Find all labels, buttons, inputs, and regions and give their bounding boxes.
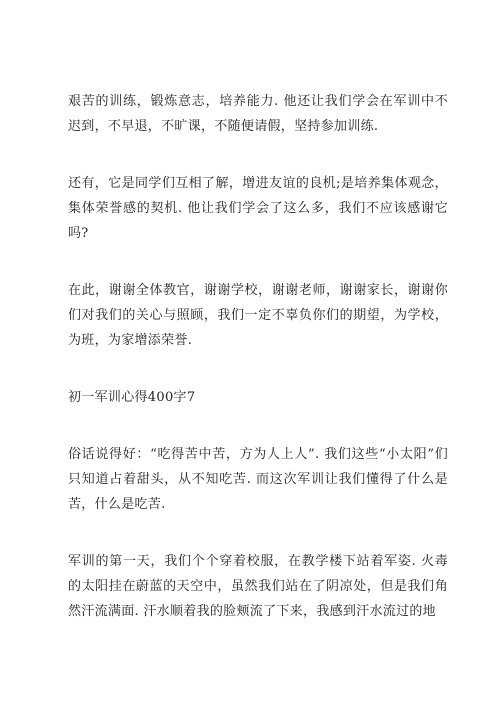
- paragraph-proverb: 俗话说得好：“吃得苦中苦，方为人上人”. 我们这些“小太阳”们只知道占着甜头，从不知吃苦. 而这次军训让我们懂得了什么是苦，什么是吃苦.: [68, 447, 448, 512]
- paragraph-friendship: 还有，它是同学们互相了解，增进友谊的良机;是培养集体观念，集体荣誉感的契机. 他让我们学会了这么多，我们不应该感谢它吗?: [68, 176, 448, 241]
- paragraph-training: 艰苦的训练，锻炼意志，培养能力. 他还让我们学会在军训中不迟到，不早退，不旷课，不随便请假，坚持参加训练.: [68, 94, 448, 134]
- paragraph-first-day: 军训的第一天，我们个个穿着校服，在教学楼下站着军姿. 火毒的太阳挂在蔚蓝的天空中，虽然我们站在了阴凉处，但是我们角然汗流满面. 汗水顺着我的脸颊流了下来，我感到汗水流过的地: [68, 554, 448, 619]
- paragraph-thanks: 在此，谢谢全体教官，谢谢学校，谢谢老师，谢谢家长，谢谢你们对我们的关心与照顾，我们一定不辜负你们的期望，为学校，为班，为家增添荣誉.: [68, 283, 448, 348]
- section-heading: 初一军训心得400字7: [68, 390, 196, 405]
- document-body: [68, 89, 448, 656]
